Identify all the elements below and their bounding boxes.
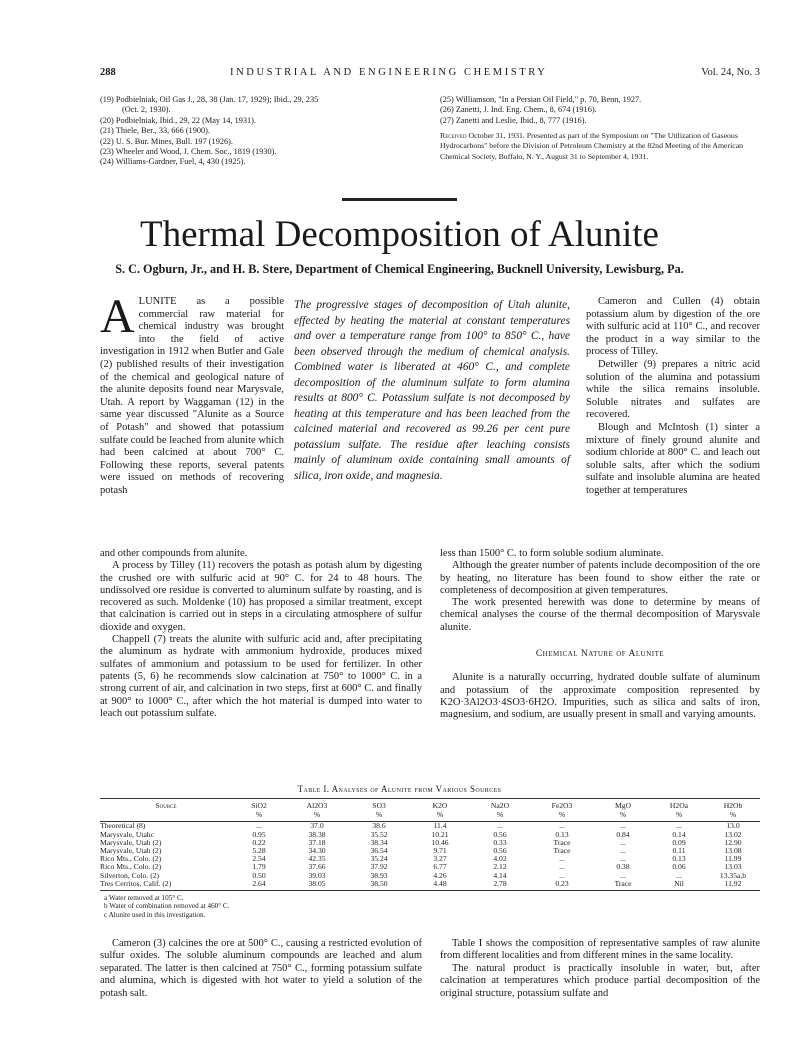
value-cell: ... (497, 821, 503, 831)
received-text: October 31, 1931. Presented as part of the Symposium on "The Utilization of Gaseous Hydrocarbons" before the Division of Petroleum Chemistry at the 82nd Meeting of the American Chemical Society, Buffalo, N. Y., August 31 to September 4, 1931. (440, 131, 744, 161)
value-cell: 13.03 (724, 862, 742, 872)
table-header-cell: H2Ob (706, 799, 760, 812)
footnote: b Water of combination removed at 460° C. (104, 902, 230, 911)
unit-cell: % (652, 811, 706, 822)
value-cell: 2.78 (470, 880, 530, 891)
received-note (440, 131, 760, 162)
value-cell: 1.79 (252, 862, 266, 872)
analysis-table (100, 798, 760, 919)
value-cell: 13.35a,b (719, 870, 747, 880)
bottom-right-column (440, 938, 760, 1000)
value-cell: ... (559, 862, 565, 872)
paragraph: Table I shows the composition of representative samples of raw alunite from different localities and from different mines in the same locality. (440, 938, 760, 962)
value-cell: 0.84 (616, 829, 630, 839)
value-cell: 0.22 (252, 837, 266, 847)
table-header-cell: Al2O3 (286, 799, 348, 812)
value-cell: 11.99 (724, 854, 742, 864)
value-cell: 38.38 (308, 829, 326, 839)
article-title: Thermal Decomposition of Alunite (140, 214, 659, 255)
reference-item: (25) Williamson, "In a Persian Oil Field," p. 70, Benn, 1927. (440, 95, 642, 104)
drop-cap: A (100, 290, 135, 343)
source-cell: Silverton, Colo. (2) (100, 870, 160, 880)
table-row (100, 822, 760, 831)
bottom-left-column (100, 938, 422, 1000)
paragraph: A process by Tilley (11) recovers the potash as potash alum by digesting the crushed ore with sulfuric acid at 90° C. for 24 to 48 hours. The undissolved ore residue is converted to aluminum sulfate by roasting, and is recovered as such. Moldenke (10) has proposed a similar treatment, except that calcination is carried out in steps in a circulating atmosphere of sulfur dioxide and oxygen. (100, 560, 422, 633)
value-cell: 9.71 (433, 846, 447, 856)
value-cell: 12.90 (724, 837, 742, 847)
table-row (100, 855, 760, 863)
value-cell: ... (620, 846, 626, 856)
value-cell: 13.08 (724, 846, 742, 856)
table-caption: Table I. Analyses of Alunite from Various Sources (297, 784, 502, 794)
value-cell: 4.02 (493, 854, 507, 864)
section-heading: Chemical Nature of Alunite (535, 649, 665, 660)
article-authors: S. C. Ogburn, Jr., and H. B. Stere, Department of Chemical Engineering, Bucknell University, Lewisburg, Pa. (115, 262, 684, 276)
value-cell: ... (620, 821, 626, 831)
value-cell: Trace (594, 880, 652, 891)
value-cell: ... (559, 854, 565, 864)
value-cell: ... (256, 821, 262, 831)
table-row (100, 880, 760, 891)
source-cell: Marysvale, Utah (2) (100, 846, 162, 856)
unit-cell: % (286, 811, 348, 822)
reference-item: (24) Williams-Gardner, Fuel, 4, 430 (1925). (100, 157, 246, 167)
reference-item: (19) Podbielniak, Oil Gas J., 28, 38 (Jan. 17, 1929); Ibid., 29, 235 (100, 95, 319, 104)
value-cell: 0.95 (252, 829, 266, 839)
received-label: Received (440, 131, 467, 141)
table-header-cell: H2Oa (652, 799, 706, 812)
value-cell: 34.30 (308, 846, 326, 856)
value-cell: 4.48 (410, 880, 470, 891)
table-header-cell: K2O (410, 799, 470, 812)
value-cell: 13.02 (724, 829, 742, 839)
value-cell: 0.06 (672, 862, 686, 872)
table-row (100, 847, 760, 855)
value-cell: 0.38 (616, 862, 630, 872)
journal-name: INDUSTRIAL AND ENGINEERING CHEMISTRY (230, 67, 548, 78)
paragraph: Although the greater number of patents include decomposition of the ore by heating, no literature has been found to show either the rate or completeness of decomposition at given temperatures. (440, 560, 760, 596)
table-row (100, 831, 760, 839)
value-cell: Trace (553, 837, 571, 847)
unit-cell: % (530, 811, 594, 822)
source-cell: Theoretical (8) (100, 821, 146, 831)
page-number: 288 (100, 67, 116, 78)
value-cell: 0.13 (672, 854, 686, 864)
value-cell: 39.03 (308, 870, 326, 880)
value-cell: 37.18 (308, 837, 326, 847)
reference-item: (21) Thiele, Ber., 33, 666 (1900). (100, 126, 210, 136)
paragraph-continued: less than 1500° C. to form soluble sodium aluminate. (440, 548, 664, 559)
value-cell: 35.24 (370, 854, 388, 864)
value-cell: 0.13 (555, 829, 569, 839)
value-cell: 4.14 (493, 870, 507, 880)
value-cell: 4.26 (433, 870, 447, 880)
reference-item: (20) Podbielniak, Ibid., 29, 22 (May 14, 1931). (100, 115, 257, 125)
value-cell: 3.27 (433, 854, 447, 864)
value-cell: 42.35 (308, 854, 326, 864)
abstract (294, 298, 570, 484)
volume-issue: Vol. 24, No. 3 (701, 67, 760, 78)
table-row (100, 839, 760, 847)
intro-column (100, 290, 284, 498)
table-footnotes (100, 894, 760, 919)
value-cell: ... (620, 837, 626, 847)
intro-text: LUNITE as a possible commercial raw material for chemical industry was brought into the field of active investigation in 1912 when Butler and Gale (2) published results of their investigation of the chemical and geological nature of the alunite deposits found near Marysvale, Utah. A report by Waggaman (12) in the same year discussed "Alunite as a Source of Potash" and showed that potassium sulfate could be leached from alunite which had been calcined at about 700° C. Following these reports, several patents were issued on methods of recovering potash (100, 296, 284, 496)
references-left (100, 95, 440, 168)
source-cell: Tres Cerritos, Calif. (2) (100, 880, 232, 891)
paragraph: The natural product is practically insoluble in water, but, after calcination at temperatures which produce partial decomposition of the original structure, potassium sulfate and (440, 962, 760, 999)
table-header-cell: SiO2 (232, 799, 286, 812)
value-cell: 38.6 (372, 821, 386, 831)
value-cell: 38.34 (370, 837, 388, 847)
value-cell: 0.50 (252, 870, 266, 880)
value-cell: 10.21 (431, 829, 449, 839)
table-body (100, 822, 760, 891)
value-cell: ... (676, 870, 682, 880)
table-header-cell: SO3 (348, 799, 410, 812)
reference-item: (27) Zanetti and Leslie, Ibid., 8, 777 (1916). (440, 115, 587, 125)
unit-cell (100, 811, 232, 822)
paragraph: Alunite is a naturally occurring, hydrated double sulfate of aluminum and potassium of the approximate composition represented by K2O·3Al2O3·4SO3·6H2O. Impurities, such as silica and salts of iron, magnesium, and sodium, are usually present in small and varying amounts. (440, 672, 760, 721)
value-cell: 0.11 (672, 846, 686, 856)
value-cell: 0.14 (672, 829, 686, 839)
value-cell: 0.23 (530, 880, 594, 891)
value-cell: 38.50 (348, 880, 410, 891)
value-cell: 37.66 (308, 862, 326, 872)
value-cell: 10.46 (431, 837, 449, 847)
paragraph: Cameron and Cullen (4) obtain potassium alum by digestion of the ore with sulfuric acid at 110° C., and recover the product in a way similar to the process of Tilley. (586, 296, 760, 358)
table-header-cell: Source (100, 799, 232, 812)
value-cell: 5.28 (252, 846, 266, 856)
table-unit-row (100, 811, 760, 822)
source-cell: Marysvale, Utah (2) (100, 837, 162, 847)
value-cell: 0.09 (672, 837, 686, 847)
paragraph-continued: and other compounds from alunite. (100, 548, 248, 559)
value-cell: ... (676, 821, 682, 831)
source-cell: Rico Mts., Colo. (2) (100, 862, 162, 872)
footnote: c Alunite used in this investigation. (104, 910, 206, 919)
source-cell: Rico Mts., Colo. (2) (100, 854, 162, 864)
table-header-row (100, 799, 760, 812)
footnote: a Water removed at 105° C. (104, 894, 184, 903)
references-right (440, 95, 760, 162)
value-cell: 38.93 (370, 870, 388, 880)
reference-item: (Oct. 2, 1930). (122, 105, 171, 115)
paragraph: Chappell (7) treats the alunite with sulfuric acid and, after precipitating the aluminum as hydrate with ammonium hydroxide, produces mixed sulfates of ammonium and potassium to be used for fertilizer. In other patents (5, 6) he recommends slow calcination at 750° to 1000° C. in a strong current of air, and calcination in two steps, first at 600° C. and finally at 900° to 1000° C., after which the hot material is dumped into water to leach out potassium sulfate. (100, 634, 422, 719)
table-header-cell: MgO (594, 799, 652, 812)
paragraph: The work presented herewith was done to determine by means of chemical analyses the course of the thermal decomposition of Marysvale alunite. (440, 597, 760, 633)
value-cell: 2.64 (232, 880, 286, 891)
reference-item: (22) U. S. Bur. Mines, Bull. 197 (1926). (100, 136, 233, 146)
value-cell: 38.05 (286, 880, 348, 891)
value-cell: 0.56 (493, 846, 507, 856)
source-cell: Marysvale, Utahc (100, 829, 154, 839)
value-cell: 37.92 (370, 862, 388, 872)
section-rule (342, 198, 457, 201)
unit-cell: % (594, 811, 652, 822)
running-header (100, 67, 760, 83)
unit-cell: % (232, 811, 286, 822)
value-cell: 36.54 (370, 846, 388, 856)
value-cell: ... (620, 854, 626, 864)
value-cell: 0.56 (493, 829, 507, 839)
value-cell: ... (620, 870, 626, 880)
table-row (100, 872, 760, 880)
value-cell: 37.0 (310, 821, 324, 831)
abstract-text: The progressive stages of decomposition of Utah alunite, effected by heating the material at constant temperatures and over a temperature range from 100° to 850° C., have been observed through the medium of chemical analysis. Combined water is liberated at 460° C., and complete decomposition of the aluminum sulfate to form alumina results at 800° C. Potassium sulfate is not decomposed by heating at this temperature and has been leached from the calcined material and recovered as 99.26 per cent pure potassium sulfate. The residue after leaching consists mainly of aluminum oxide containing small amounts of silica, iron oxide, and magnesia. (294, 299, 570, 482)
reference-item: (26) Zanetti, J. Ind. Eng. Chem., 8, 674 (1916). (440, 105, 597, 115)
paragraph: Detwiller (9) prepares a nitric acid solution of the alumina and potassium while the silica remains insoluble. Soluble nitrates and sulfates are recovered. (586, 358, 760, 421)
value-cell: 2.54 (252, 854, 266, 864)
unit-cell: % (348, 811, 410, 822)
table-header-cell: Na2O (470, 799, 530, 812)
paragraph: Cameron (3) calcines the ore at 500° C., causing a restricted evolution of sulfur oxides. The soluble aluminum compounds are leached and alum separated. The latter is then calcined at 750° C., forming potassium sulfate and alumina, which is digested with hot water to yield a solution of the potash salt. (100, 938, 422, 999)
value-cell: 11.4 (433, 821, 447, 831)
unit-cell: % (706, 811, 760, 822)
table-header-cell: Fe2O3 (530, 799, 594, 812)
body-left-column (100, 548, 422, 720)
value-cell: 13.0 (726, 821, 740, 831)
value-cell: 6.77 (433, 862, 447, 872)
value-cell: ... (559, 870, 565, 880)
value-cell: 0.33 (493, 837, 507, 847)
value-cell: 35.52 (370, 829, 388, 839)
value-cell: ... (559, 821, 565, 831)
value-cell: Trace (553, 846, 571, 856)
unit-cell: % (470, 811, 530, 822)
unit-cell: % (410, 811, 470, 822)
value-cell: 2.12 (493, 862, 507, 872)
table-row (100, 863, 760, 871)
paragraph: Blough and McIntosh (1) sinter a mixture of finely ground alunite and sodium chloride at 800° C. and leach out soluble salts, after which the sodium sulfate and insoluble alumina are heated together at temperatures (586, 421, 760, 496)
value-cell: Nil (652, 880, 706, 891)
right-column (586, 296, 760, 498)
value-cell: 11.92 (706, 880, 760, 891)
body-right-column (440, 548, 760, 722)
reference-item: (23) Wheeler and Wood, J. Chem. Soc., 1819 (1930). (100, 147, 277, 157)
